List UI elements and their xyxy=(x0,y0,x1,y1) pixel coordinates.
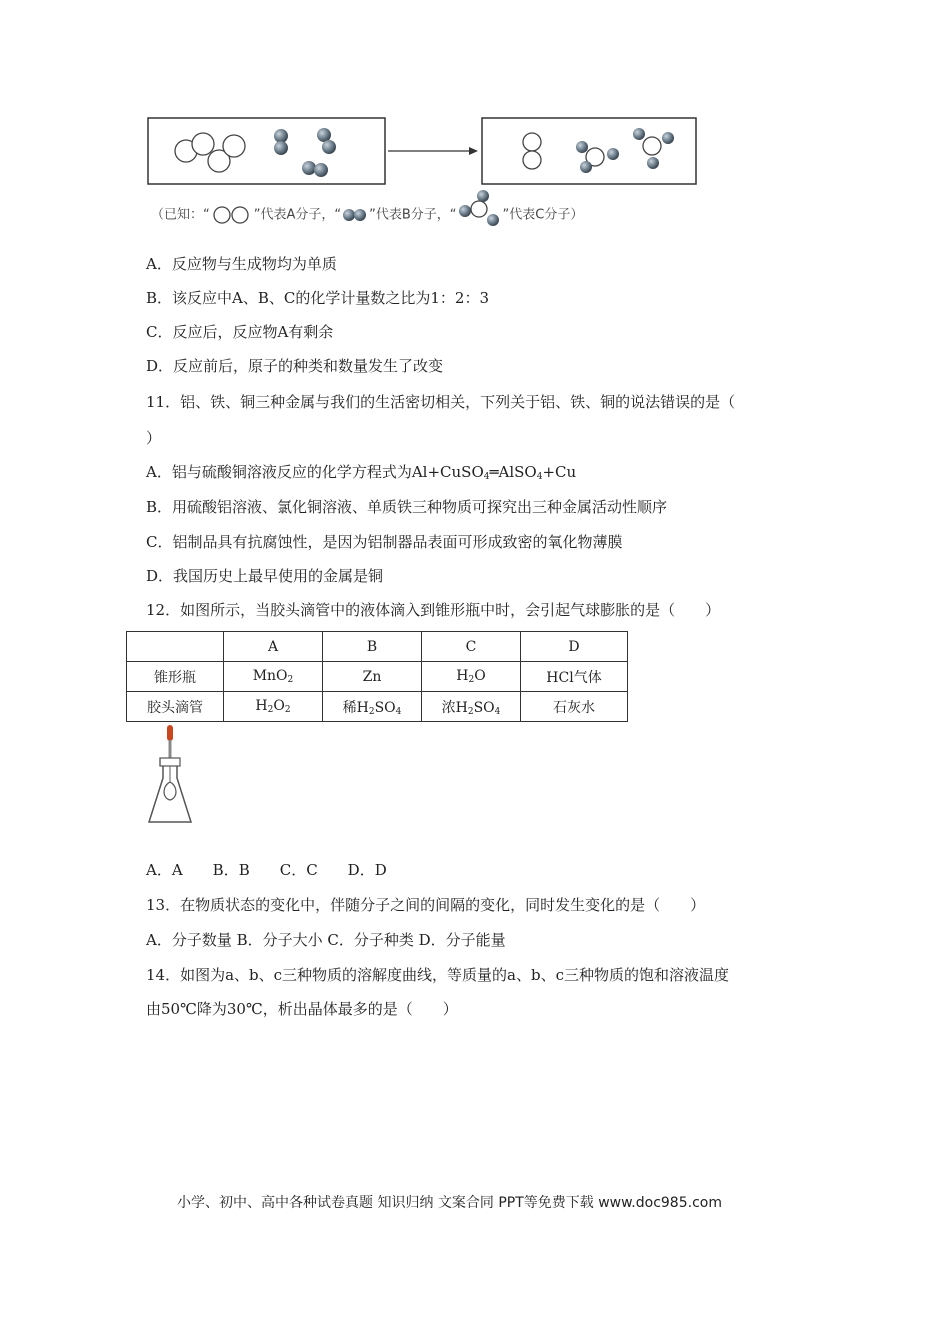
q11-stem: 11．铝、铁、铜三种金属与我们的生活密切相关，下列关于铝、铁、铜的说法错误的是（ xyxy=(146,393,736,411)
table-header-cell: A xyxy=(224,632,323,662)
table-cell xyxy=(422,662,521,692)
q13-stem: 13．在物质状态的变化中，伴随分子之间的间隔的变化，同时发生变化的是（ ） xyxy=(146,896,706,914)
cell-subscript: 4 xyxy=(494,706,501,717)
cell-subscript: 2 xyxy=(467,706,474,717)
legend-c-text: ”代表C分子） xyxy=(502,207,584,223)
table-row xyxy=(127,662,628,692)
cell-text: 稀H xyxy=(342,699,369,716)
legend-a-text: ”代表A分子，“ xyxy=(253,207,342,223)
q11-stem-end: ） xyxy=(146,429,162,447)
q11-option-a-sub1: 4 xyxy=(483,472,490,482)
molecule-legend xyxy=(151,201,583,229)
q11-option-a-prefix: A．铝与硫酸铜溶液反应的化学方程式为Al+CuSO xyxy=(146,463,484,481)
table-cell xyxy=(323,692,422,722)
cell-subscript: 2 xyxy=(368,706,375,717)
molecule-b-icon xyxy=(341,207,369,223)
q10-option-b: B．该反应中A、B、C的化学计量数之比为1：2：3 xyxy=(146,289,489,307)
q11-option-a-sub2: 4 xyxy=(536,472,543,482)
q11-option-c: C．铝制品具有抗腐蚀性，是因为铝制器品表面可形成致密的氧化物薄膜 xyxy=(146,533,623,551)
q14-stem-line2: 由50℃降为30℃，析出晶体最多的是（ ） xyxy=(146,1000,458,1018)
q11-option-a xyxy=(146,462,576,487)
table-cell xyxy=(224,662,323,692)
balloon-shape xyxy=(164,782,176,800)
page-footer: 小学、初中、高中各种试卷真题 知识归纳 文案合同 PPT等免费下载 www.doc985.com xyxy=(177,1195,722,1211)
table-header-cell: D xyxy=(521,632,628,662)
q10-option-c: C．反应后，反应物A有剩余 xyxy=(146,323,334,341)
cell-text: SO xyxy=(473,699,495,716)
cell-text: SO xyxy=(374,699,396,716)
table-header-cell: B xyxy=(323,632,422,662)
q14-stem-line1: 14．如图为a、b、c三种物质的溶解度曲线，等质量的a、b、c三种物质的饱和溶液温度 xyxy=(146,966,729,984)
q10-option-a: A．反应物与生成物均为单质 xyxy=(146,255,337,273)
cell-text: 浓H xyxy=(441,699,468,716)
q12-stem: 12．如图所示，当胶头滴管中的液体滴入到锥形瓶中时，会引起气球膨胀的是（ ） xyxy=(146,601,721,619)
cell-subscript: 4 xyxy=(395,706,402,717)
table-header-cell: C xyxy=(422,632,521,662)
molecule-c-icon xyxy=(457,189,503,229)
table-cell: 石灰水 xyxy=(521,692,628,722)
cell-text: H xyxy=(255,698,268,714)
cell-subscript: 2 xyxy=(468,675,475,685)
cell-text: H xyxy=(456,668,469,684)
q11-option-a-suffix: +Cu xyxy=(542,463,577,481)
table-row xyxy=(127,692,628,722)
table-header-cell xyxy=(127,632,224,662)
q11-option-d: D．我国历史上最早使用的金属是铜 xyxy=(146,567,384,585)
table-cell: Zn xyxy=(323,662,422,692)
dropper-bulb xyxy=(167,725,173,741)
cell-text: O xyxy=(474,668,486,684)
q12-options: A．A B．B C．C D．D xyxy=(146,861,387,879)
cell-subscript: 2 xyxy=(287,675,294,685)
table-cell xyxy=(422,692,521,722)
molecule-a-icon xyxy=(210,205,254,225)
table-row-label: 胶头滴管 xyxy=(127,692,224,722)
q11-option-b: B．用硫酸铝溶液、氯化铜溶液、单质铁三种物质可探究出三种金属活动性顺序 xyxy=(146,498,668,516)
cell-text: MnO xyxy=(252,668,288,684)
q13-options: A．分子数量 B．分子大小 C．分子种类 D．分子能量 xyxy=(146,931,506,949)
cell-subscript: 2 xyxy=(284,705,291,715)
table-cell xyxy=(224,692,323,722)
cell-subscript: 2 xyxy=(267,705,274,715)
legend-prefix: （已知：“ xyxy=(151,207,210,223)
q11-option-a-mid: ═AlSO xyxy=(489,463,537,481)
q12-table xyxy=(126,631,628,722)
table-cell: HCl气体 xyxy=(521,662,628,692)
erlenmeyer-flask-icon xyxy=(140,722,200,830)
legend-b-text: ”代表B分子，“ xyxy=(369,207,457,223)
flask-illustration xyxy=(140,722,200,834)
table-row xyxy=(127,632,628,662)
cell-text: O xyxy=(273,698,285,714)
molecule-reaction-illustration xyxy=(146,116,706,196)
table-row-label: 锥形瓶 xyxy=(127,662,224,692)
q10-option-d: D．反应前后，原子的种类和数量发生了改变 xyxy=(146,357,444,375)
reaction-diagram xyxy=(146,116,706,200)
